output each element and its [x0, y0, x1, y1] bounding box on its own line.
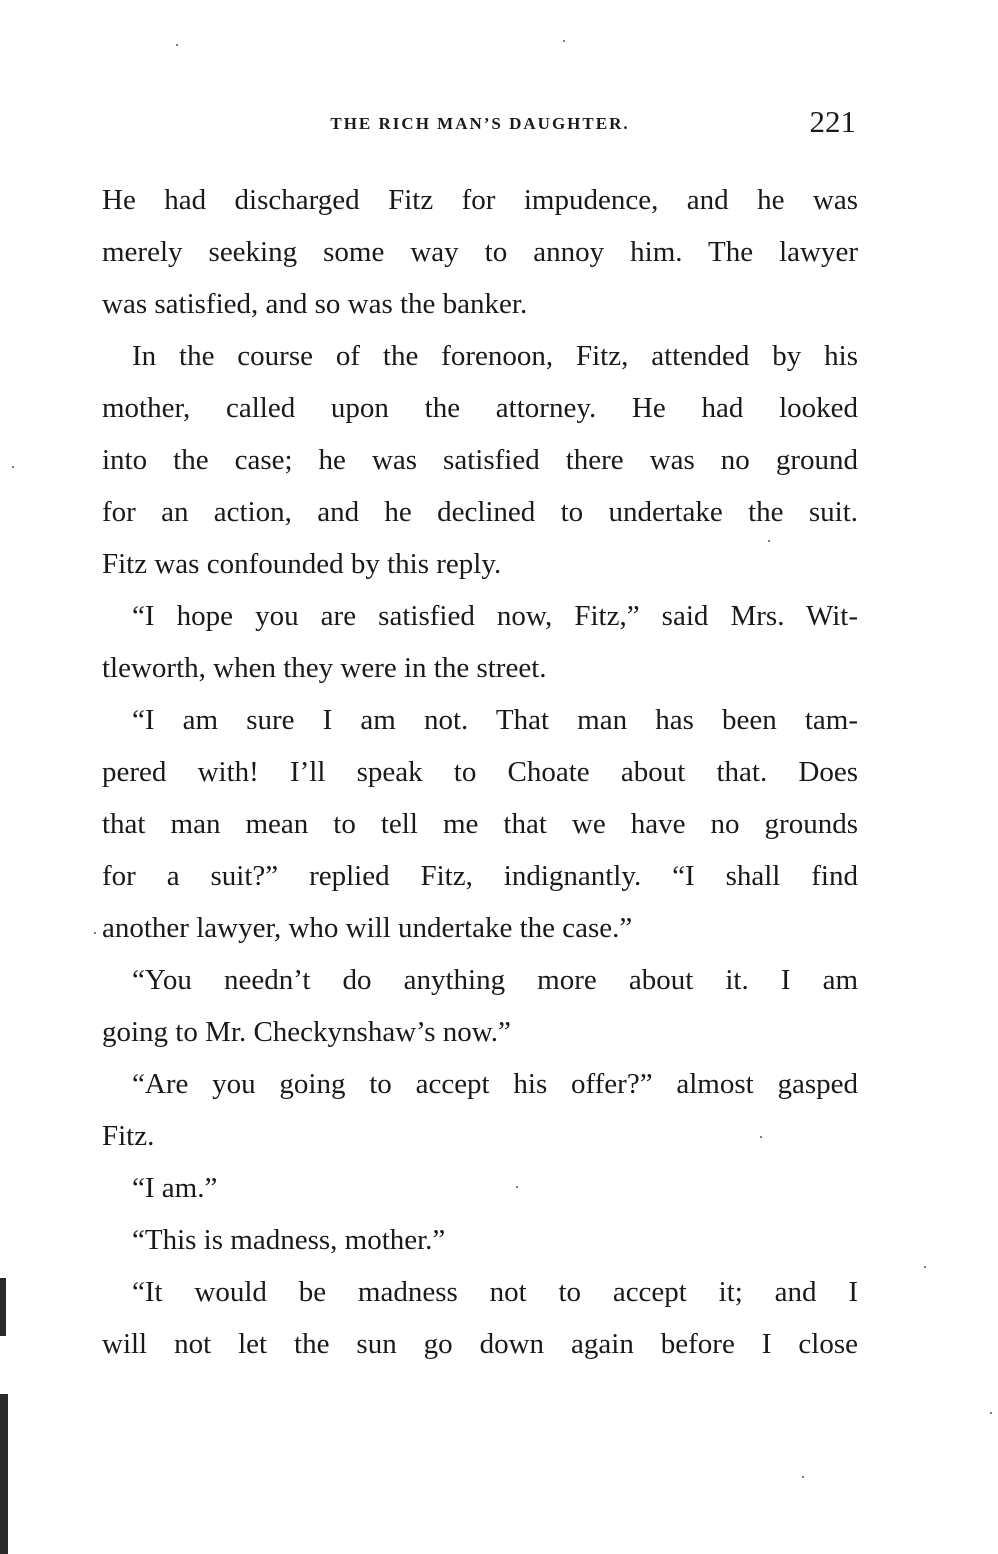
text-line: into the case; he was satisfied there was no ground	[102, 444, 858, 476]
text-line: merely seeking some way to annoy him. The lawyer	[102, 236, 858, 268]
text-line: Fitz was confounded by this reply.	[102, 548, 502, 580]
text-line: for a suit?” replied Fitz, indignantly. “I shall find	[102, 860, 858, 892]
running-title: THE RICH MAN’S DAUGHTER.	[330, 114, 630, 133]
text-line: He had discharged Fitz for impudence, and he was	[102, 184, 858, 216]
text-line: another lawyer, who will undertake the case.”	[102, 912, 633, 944]
page-number: 221	[809, 104, 856, 139]
text-line: “Are you going to accept his offer?” almost gasped	[132, 1068, 858, 1100]
text-line: mother, called upon the attorney. He had looked	[102, 392, 858, 424]
speck	[768, 540, 770, 542]
text-line: “It would be madness not to accept it; and I	[132, 1276, 858, 1308]
text-line: “I am sure I am not. That man has been tam-	[132, 704, 858, 736]
text-line: pered with! I’ll speak to Choate about that. Does	[102, 756, 858, 788]
text-line: “I am.”	[132, 1172, 218, 1204]
body-text	[102, 174, 858, 1370]
running-head	[102, 104, 858, 144]
speck	[563, 40, 565, 42]
speck	[990, 1412, 992, 1414]
text-line: tleworth, when they were in the street.	[102, 652, 547, 684]
speck	[760, 1136, 762, 1138]
speck	[176, 44, 178, 46]
speck	[802, 1476, 804, 1478]
text-line: In the course of the forenoon, Fitz, attended by his	[132, 340, 858, 372]
text-line: Fitz.	[102, 1120, 155, 1152]
text-line: “You needn’t do anything more about it. I am	[132, 964, 858, 996]
speck	[94, 932, 96, 934]
speck	[12, 466, 14, 468]
text-line: going to Mr. Checkynshaw’s now.”	[102, 1016, 511, 1048]
speck	[516, 1186, 518, 1188]
text-line: “I hope you are satisfied now, Fitz,” said Mrs. Wit-	[132, 600, 858, 632]
text-line: for an action, and he declined to undertake the suit.	[102, 496, 858, 528]
margin-mark	[0, 1394, 8, 1554]
text-line: “This is madness, mother.”	[132, 1224, 446, 1256]
margin-mark	[0, 1278, 6, 1336]
text-line: will not let the sun go down again before I close	[102, 1328, 858, 1360]
text-line: that man mean to tell me that we have no grounds	[102, 808, 858, 840]
text-line: was satisfied, and so was the banker.	[102, 288, 528, 320]
speck	[924, 1266, 926, 1268]
